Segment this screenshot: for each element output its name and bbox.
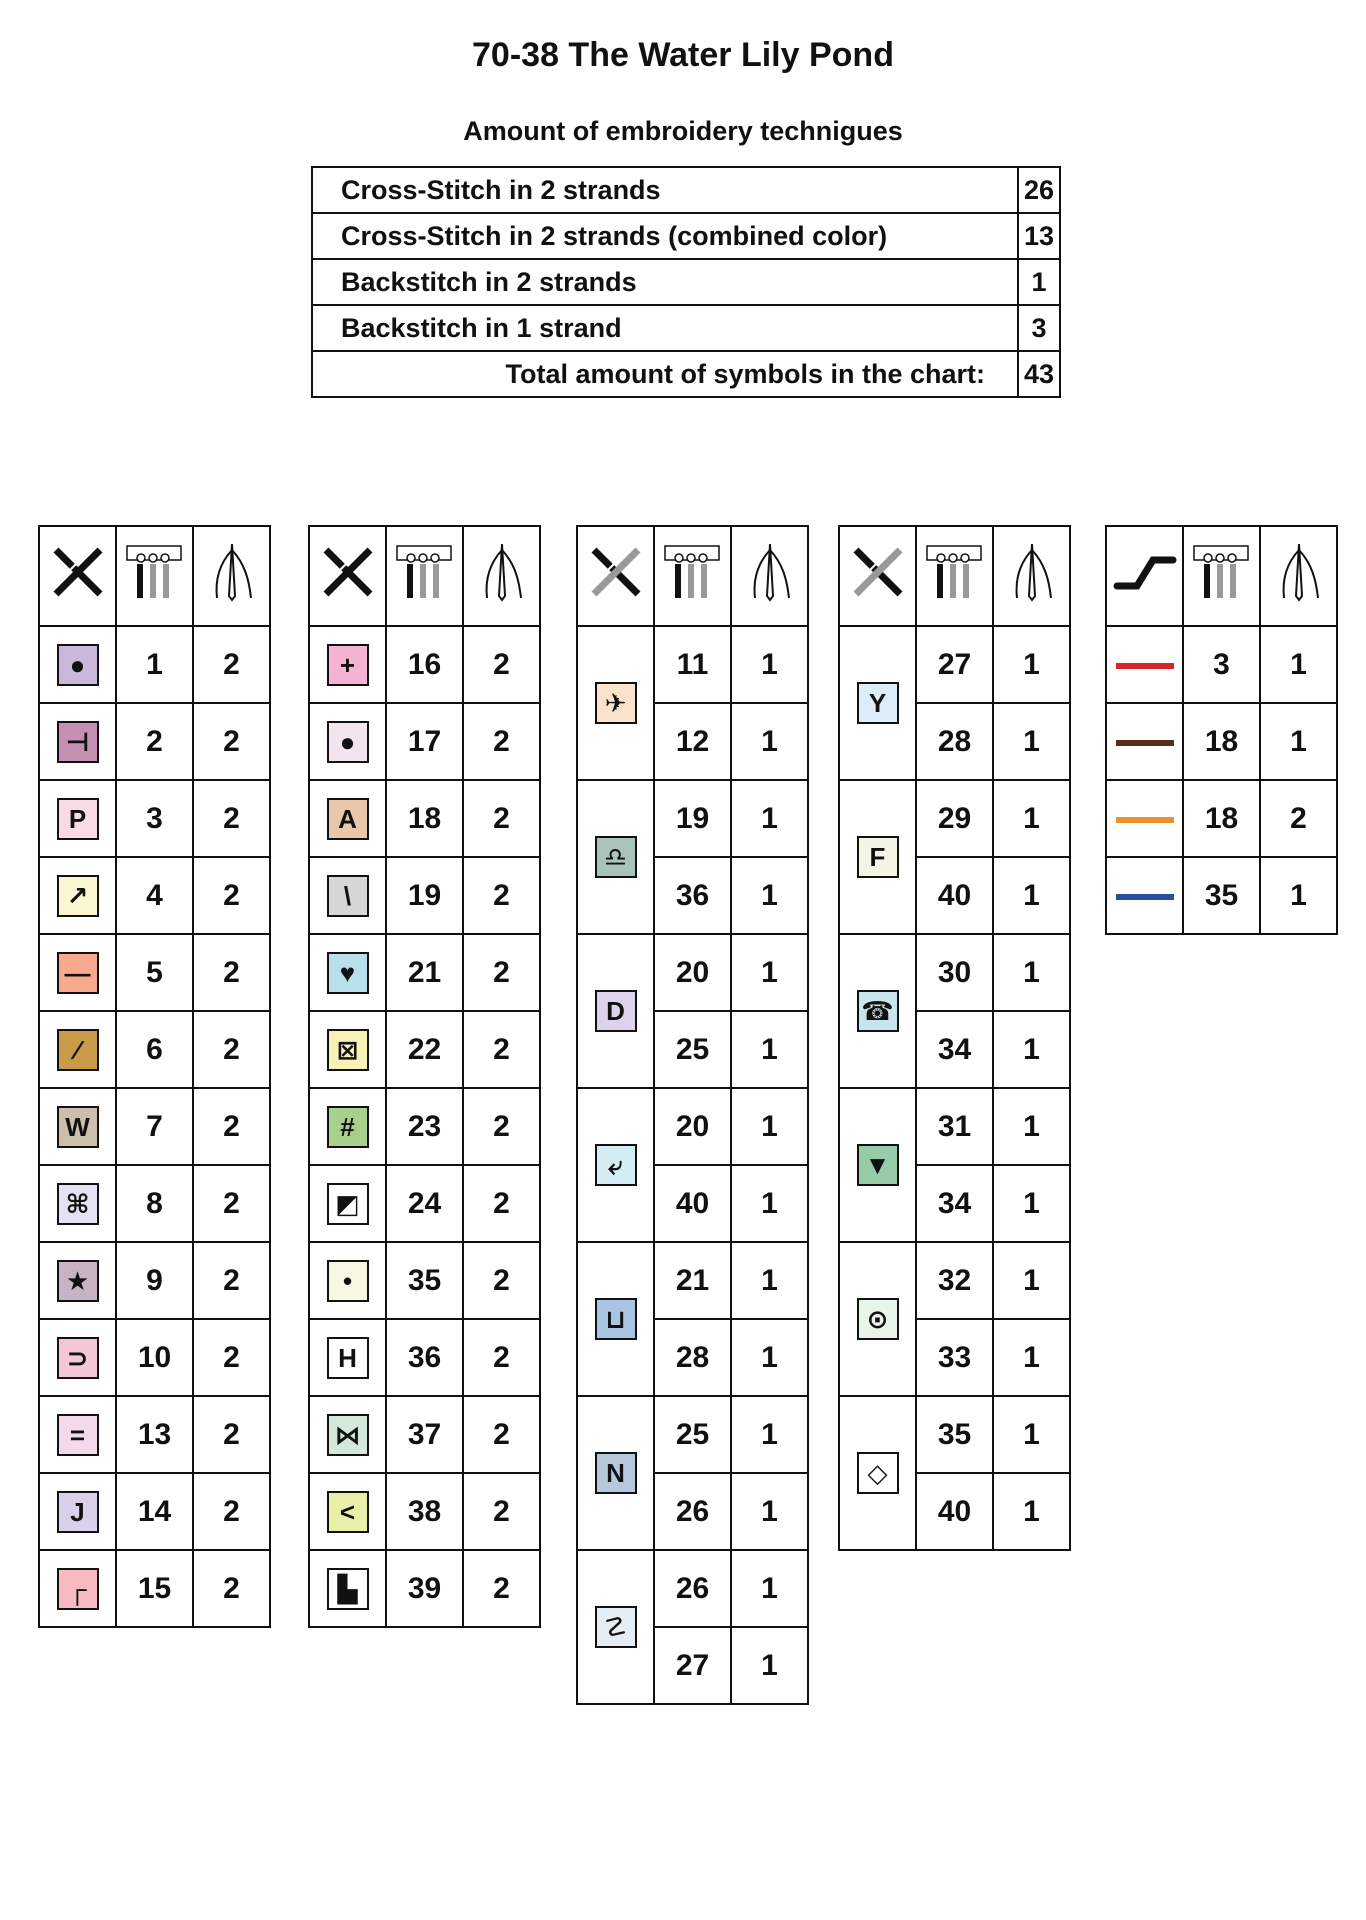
blue-line-icon: [1116, 894, 1174, 900]
color-number: 31: [916, 1088, 993, 1165]
page-title: 70-38 The Water Lily Pond: [472, 36, 894, 74]
key-row: [839, 780, 1070, 857]
strand-count: 1: [731, 1088, 808, 1165]
strand-count: 2: [463, 1319, 540, 1396]
color-number: 2: [116, 703, 193, 780]
header-strands-cell: [463, 526, 540, 626]
strand-count: 1: [993, 1242, 1070, 1319]
symbol-cell: [309, 934, 386, 1011]
key-row: [577, 934, 808, 1011]
strand-count: 1: [731, 934, 808, 1011]
curved-arrow-icon: ⤶: [595, 1144, 637, 1186]
strand-count: 1: [993, 934, 1070, 1011]
key-row: [39, 1550, 270, 1627]
cross-stitch-icon: [318, 542, 378, 610]
strand-count: 1: [993, 1088, 1070, 1165]
color-number: 27: [916, 626, 993, 703]
color-number: 40: [654, 1165, 731, 1242]
line-cell: [1106, 626, 1183, 703]
color-number: 39: [386, 1550, 463, 1627]
thread-skein-icon: [925, 542, 985, 610]
red-line-icon: [1116, 663, 1174, 669]
strand-count: 2: [1260, 780, 1337, 857]
key-row: [1106, 626, 1337, 703]
letter-d-icon: D: [595, 990, 637, 1032]
color-number: 18: [386, 780, 463, 857]
header-stitch-cell: [577, 526, 654, 626]
strand-count: 2: [193, 780, 270, 857]
symbol-cell: [309, 857, 386, 934]
strand-count: 1: [731, 626, 808, 703]
color-number: 36: [386, 1319, 463, 1396]
symbol-cell: [39, 1319, 116, 1396]
symbol-cell: [39, 626, 116, 703]
summary-value: 1: [1018, 259, 1060, 305]
key-row: [309, 1473, 540, 1550]
key-row: [39, 1011, 270, 1088]
color-number: 14: [116, 1473, 193, 1550]
key-row: [577, 780, 808, 857]
key-row: [839, 934, 1070, 1011]
color-number: 10: [116, 1319, 193, 1396]
needle-icon: [1274, 540, 1324, 612]
color-number: 27: [654, 1627, 731, 1704]
bowtie-icon: ⋈: [327, 1414, 369, 1456]
cross-stitch-combined-icon: [586, 542, 646, 610]
symbol-cell: [39, 780, 116, 857]
key-row: [309, 1396, 540, 1473]
strand-count: 2: [463, 934, 540, 1011]
symbol-cell: [577, 780, 654, 934]
header-stitch-cell: [1106, 526, 1183, 626]
symbol-cell: [577, 1242, 654, 1396]
strand-count: 2: [193, 1396, 270, 1473]
half-square-icon: ◩: [327, 1183, 369, 1225]
strand-count: 1: [993, 1165, 1070, 1242]
symbol-cell: [309, 626, 386, 703]
key-table-1: [38, 525, 271, 1628]
cross-stitch-combined-icon: [848, 542, 908, 610]
symbol-cell: [309, 1396, 386, 1473]
symbol-cell: [39, 1242, 116, 1319]
symbol-cell: [309, 1319, 386, 1396]
header-strands-cell: [1260, 526, 1337, 626]
heart-icon: ♥: [327, 952, 369, 994]
boxed-x-icon: ⊠: [327, 1029, 369, 1071]
letter-n-icon: N: [595, 1452, 637, 1494]
summary-label: Backstitch in 1 strand: [312, 305, 1018, 351]
needle-icon: [1007, 540, 1057, 612]
color-number: 11: [654, 626, 731, 703]
header-color-cell: [386, 526, 463, 626]
key-row: [39, 626, 270, 703]
dash-icon: —: [57, 952, 99, 994]
strand-count: 2: [193, 1473, 270, 1550]
summary-value: 3: [1018, 305, 1060, 351]
needle-icon: [207, 540, 257, 612]
key-row: [39, 1242, 270, 1319]
symbol-cell: [309, 1550, 386, 1627]
needle-icon: [745, 540, 795, 612]
header-color-cell: [916, 526, 993, 626]
strand-count: 2: [193, 1550, 270, 1627]
symbol-cell: [39, 1473, 116, 1550]
strand-count: 1: [993, 703, 1070, 780]
color-number: 12: [654, 703, 731, 780]
hash-icon: #: [327, 1106, 369, 1148]
corner-icon: ┌: [57, 1568, 99, 1610]
cup-icon: ⊔: [595, 1298, 637, 1340]
circled-dot-icon: ⊙: [857, 1298, 899, 1340]
strand-count: 2: [463, 703, 540, 780]
command-icon: ⌘: [57, 1183, 99, 1225]
key-row: [309, 1011, 540, 1088]
strand-count: 2: [193, 626, 270, 703]
color-number: 23: [386, 1088, 463, 1165]
strand-count: 1: [993, 1396, 1070, 1473]
key-row: [39, 1088, 270, 1165]
key-row: [309, 1088, 540, 1165]
brown-line-icon: [1116, 740, 1174, 746]
color-number: 21: [386, 934, 463, 1011]
key-row: [1106, 780, 1337, 857]
key-header-row: [577, 526, 808, 626]
symbol-cell: [577, 1088, 654, 1242]
summary-value: 13: [1018, 213, 1060, 259]
less-than-icon: <: [327, 1491, 369, 1533]
key-row: [309, 1242, 540, 1319]
summary-total-value: 43: [1018, 351, 1060, 397]
header-strands-cell: [193, 526, 270, 626]
letter-a-icon: A: [327, 798, 369, 840]
strand-count: 1: [1260, 703, 1337, 780]
header-stitch-cell: [839, 526, 916, 626]
symbol-cell: [577, 1396, 654, 1550]
strand-count: 1: [993, 857, 1070, 934]
strand-count: 1: [731, 1319, 808, 1396]
key-row: [309, 1319, 540, 1396]
strand-count: 2: [193, 1165, 270, 1242]
letter-y-icon: Y: [857, 682, 899, 724]
circle-icon: ●: [327, 721, 369, 763]
color-number: 28: [654, 1319, 731, 1396]
airplane-icon: ✈: [595, 682, 637, 724]
key-row: [839, 1088, 1070, 1165]
color-number: 8: [116, 1165, 193, 1242]
header-color-cell: [1183, 526, 1260, 626]
needle-icon: [477, 540, 527, 612]
key-header-row: [839, 526, 1070, 626]
color-number: 15: [116, 1550, 193, 1627]
letter-j-icon: J: [57, 1491, 99, 1533]
symbol-cell: [39, 857, 116, 934]
letter-p-icon: P: [57, 798, 99, 840]
strand-count: 2: [463, 1550, 540, 1627]
color-number: 35: [916, 1396, 993, 1473]
color-number: 6: [116, 1011, 193, 1088]
key-row: [39, 1473, 270, 1550]
color-number: 19: [654, 780, 731, 857]
arrow-up-right-icon: ↗: [57, 875, 99, 917]
color-number: 38: [386, 1473, 463, 1550]
key-row: [39, 857, 270, 934]
strand-count: 1: [993, 626, 1070, 703]
summary-value: 26: [1018, 167, 1060, 213]
thread-skein-icon: [125, 542, 185, 610]
page-subtitle: Amount of embroidery technigues: [463, 116, 903, 146]
line-cell: [1106, 703, 1183, 780]
symbol-cell: [839, 1396, 916, 1550]
strand-count: 1: [731, 1011, 808, 1088]
summary-total-row: [312, 351, 1060, 397]
color-number: 1: [116, 626, 193, 703]
symbol-cell: [39, 703, 116, 780]
color-number: 25: [654, 1011, 731, 1088]
color-number: 7: [116, 1088, 193, 1165]
thread-skein-icon: [663, 542, 723, 610]
color-number: 35: [386, 1242, 463, 1319]
strand-count: 2: [463, 1473, 540, 1550]
header-stitch-cell: [39, 526, 116, 626]
key-row: [577, 1550, 808, 1627]
symbol-cell: [39, 1550, 116, 1627]
header-strands-cell: [731, 526, 808, 626]
key-row: [309, 626, 540, 703]
header-stitch-cell: [309, 526, 386, 626]
strand-count: 2: [463, 1011, 540, 1088]
color-number: 40: [916, 857, 993, 934]
key-row: [309, 857, 540, 934]
strand-count: 1: [731, 1165, 808, 1242]
strand-count: 2: [193, 1319, 270, 1396]
color-number: 3: [1183, 626, 1260, 703]
telephone-icon: ☎: [857, 990, 899, 1032]
key-row: [39, 780, 270, 857]
strand-count: 1: [731, 703, 808, 780]
color-number: 5: [116, 934, 193, 1011]
symbol-cell: [39, 1011, 116, 1088]
color-number: 36: [654, 857, 731, 934]
key-row: [577, 1088, 808, 1165]
color-number: 19: [386, 857, 463, 934]
letter-w-icon: W: [57, 1106, 99, 1148]
color-number: 24: [386, 1165, 463, 1242]
key-row: [309, 703, 540, 780]
strand-count: 1: [993, 1319, 1070, 1396]
symbol-cell: [839, 1088, 916, 1242]
key-header-row: [39, 526, 270, 626]
key-row: [1106, 703, 1337, 780]
backslash-icon: \: [327, 875, 369, 917]
symbol-cell: [577, 626, 654, 780]
plus-icon: +: [327, 644, 369, 686]
key-row: [39, 1165, 270, 1242]
color-number: 30: [916, 934, 993, 1011]
strand-count: 1: [1260, 857, 1337, 934]
strand-count: 2: [193, 703, 270, 780]
superset-icon: ⊃: [57, 1337, 99, 1379]
strand-count: 2: [463, 1165, 540, 1242]
color-number: 4: [116, 857, 193, 934]
key-row: [39, 1396, 270, 1473]
diagonal-stripes-icon: ∕: [57, 1029, 99, 1071]
dot-icon: •: [327, 1260, 369, 1302]
symbol-cell: [39, 1165, 116, 1242]
triangle-down-icon: ▼: [857, 1144, 899, 1186]
strand-count: 2: [193, 934, 270, 1011]
drop-icon: ●: [57, 644, 99, 686]
strand-count: 2: [463, 1242, 540, 1319]
line-cell: [1106, 780, 1183, 857]
color-number: 18: [1183, 703, 1260, 780]
thread-skein-icon: [1192, 542, 1252, 610]
strand-count: 2: [193, 857, 270, 934]
star-icon: ★: [57, 1260, 99, 1302]
key-row: [39, 703, 270, 780]
key-row: [577, 1242, 808, 1319]
line-cell: [1106, 857, 1183, 934]
color-number: 32: [916, 1242, 993, 1319]
symbol-cell: [839, 780, 916, 934]
symbol-cell: [309, 1165, 386, 1242]
key-header-row: [1106, 526, 1337, 626]
key-row: [839, 626, 1070, 703]
strand-count: 1: [731, 1396, 808, 1473]
header-color-cell: [654, 526, 731, 626]
color-number: 40: [916, 1473, 993, 1550]
key-header-row: [309, 526, 540, 626]
techniques-summary-table: [311, 166, 1061, 398]
key-row: [309, 1550, 540, 1627]
strand-count: 2: [463, 626, 540, 703]
strand-count: 1: [731, 780, 808, 857]
color-number: 17: [386, 703, 463, 780]
symbol-cell: [839, 1242, 916, 1396]
color-number: 26: [654, 1550, 731, 1627]
strand-count: 1: [993, 780, 1070, 857]
color-number: 20: [654, 1088, 731, 1165]
color-number: 20: [654, 934, 731, 1011]
key-table-5: [1105, 525, 1338, 935]
color-number: 9: [116, 1242, 193, 1319]
symbol-cell: [839, 626, 916, 780]
color-number: 3: [116, 780, 193, 857]
strand-count: 1: [1260, 626, 1337, 703]
symbol-cell: [309, 703, 386, 780]
color-number: 21: [654, 1242, 731, 1319]
symbol-cell: [309, 1473, 386, 1550]
key-row: [309, 1165, 540, 1242]
color-number: 13: [116, 1396, 193, 1473]
key-table-4: [838, 525, 1071, 1551]
key-row: [577, 1396, 808, 1473]
symbol-cell: [839, 934, 916, 1088]
cross-stitch-icon: [48, 542, 108, 610]
strand-count: 2: [193, 1242, 270, 1319]
color-number: 22: [386, 1011, 463, 1088]
key-row: [309, 780, 540, 857]
strand-count: 2: [193, 1088, 270, 1165]
key-row: [309, 934, 540, 1011]
symbol-cell: [39, 1396, 116, 1473]
color-number: 37: [386, 1396, 463, 1473]
symbol-cell: [577, 934, 654, 1088]
color-number: 26: [654, 1473, 731, 1550]
symbol-cell: [309, 1088, 386, 1165]
summary-total-label: Total amount of symbols in the chart:: [312, 351, 1018, 397]
color-number: 28: [916, 703, 993, 780]
summary-row: [312, 167, 1060, 213]
orange-line-icon: [1116, 817, 1174, 823]
letter-h-icon: H: [327, 1337, 369, 1379]
summary-label: Backstitch in 2 strands: [312, 259, 1018, 305]
strand-count: 1: [731, 857, 808, 934]
symbol-cell: [309, 1242, 386, 1319]
symbol-cell: [577, 1550, 654, 1704]
color-number: 18: [1183, 780, 1260, 857]
color-number: 34: [916, 1011, 993, 1088]
caution-sign-icon: ☡: [595, 1606, 637, 1648]
strand-count: 2: [463, 780, 540, 857]
key-table-2: [308, 525, 541, 1628]
strand-count: 1: [731, 1550, 808, 1627]
key-row: [577, 626, 808, 703]
letter-f-icon: F: [857, 836, 899, 878]
strand-count: 1: [731, 1473, 808, 1550]
key-row: [1106, 857, 1337, 934]
tack-icon: ⊣: [57, 721, 99, 763]
color-number: 29: [916, 780, 993, 857]
color-number: 33: [916, 1319, 993, 1396]
strand-count: 2: [463, 1088, 540, 1165]
key-row: [39, 934, 270, 1011]
key-row: [39, 1319, 270, 1396]
strand-count: 1: [993, 1011, 1070, 1088]
symbol-cell: [309, 1011, 386, 1088]
header-color-cell: [116, 526, 193, 626]
libra-icon: ♎: [595, 836, 637, 878]
color-number: 16: [386, 626, 463, 703]
key-row: [839, 1242, 1070, 1319]
color-number: 34: [916, 1165, 993, 1242]
backstitch-icon: [1113, 552, 1177, 600]
summary-label: Cross-Stitch in 2 strands: [312, 167, 1018, 213]
l-block-icon: ▙: [327, 1568, 369, 1610]
color-number: 35: [1183, 857, 1260, 934]
strand-count: 2: [193, 1011, 270, 1088]
symbol-cell: [309, 780, 386, 857]
strand-count: 1: [731, 1242, 808, 1319]
symbol-cell: [39, 1088, 116, 1165]
summary-row: [312, 259, 1060, 305]
strand-count: 1: [993, 1473, 1070, 1550]
color-number: 25: [654, 1396, 731, 1473]
equals-icon: =: [57, 1414, 99, 1456]
thread-skein-icon: [395, 542, 455, 610]
strand-count: 1: [731, 1627, 808, 1704]
key-table-3: [576, 525, 809, 1705]
symbol-cell: [39, 934, 116, 1011]
summary-label: Cross-Stitch in 2 strands (combined color): [312, 213, 1018, 259]
strand-count: 2: [463, 857, 540, 934]
header-strands-cell: [993, 526, 1070, 626]
summary-row: [312, 213, 1060, 259]
diamond-icon: ◇: [857, 1452, 899, 1494]
key-row: [839, 1396, 1070, 1473]
summary-row: [312, 305, 1060, 351]
strand-count: 2: [463, 1396, 540, 1473]
